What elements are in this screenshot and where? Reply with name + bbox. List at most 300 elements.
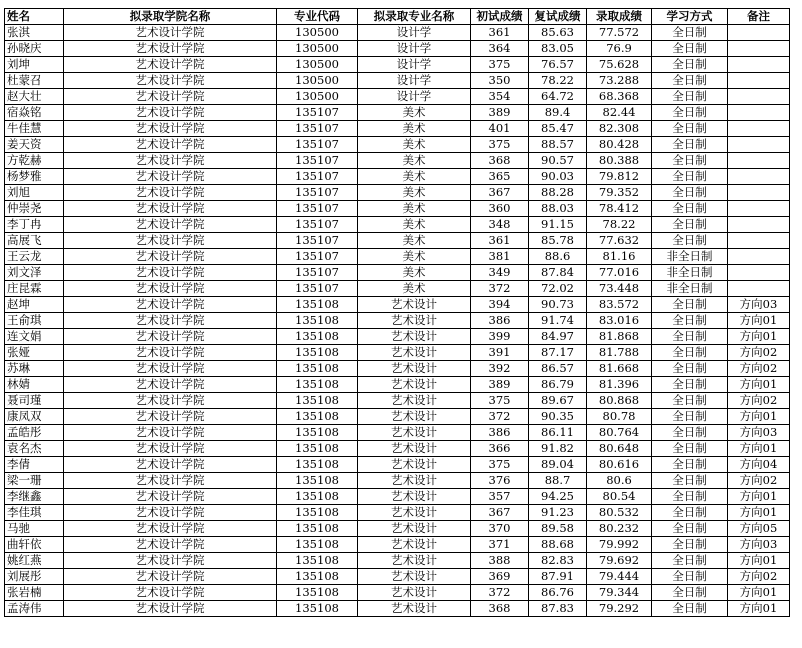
cell-study-mode: 全日制: [652, 169, 728, 185]
cell-retest-score: 87.83: [529, 601, 587, 617]
table-row: [5, 137, 790, 153]
cell-major-code: 135107: [277, 137, 358, 153]
table-row: [5, 41, 790, 57]
cell-final-score: 83.572: [587, 297, 652, 313]
cell-name: 孟涛伟: [5, 601, 64, 617]
cell-initial-score: 357: [471, 489, 529, 505]
cell-study-mode: 全日制: [652, 601, 728, 617]
cell-major-code: 135108: [277, 441, 358, 457]
cell-major-code: 135108: [277, 537, 358, 553]
cell-initial-score: 399: [471, 329, 529, 345]
cell-major-name: 艺术设计: [358, 361, 471, 377]
cell-major-name: 艺术设计: [358, 521, 471, 537]
cell-name: 林婧: [5, 377, 64, 393]
cell-college: 艺术设计学院: [64, 345, 277, 361]
cell-retest-score: 85.63: [529, 25, 587, 41]
cell-initial-score: 367: [471, 505, 529, 521]
cell-study-mode: 全日制: [652, 217, 728, 233]
table-row: [5, 265, 790, 281]
cell-study-mode: 全日制: [652, 137, 728, 153]
cell-college: 艺术设计学院: [64, 553, 277, 569]
cell-final-score: 82.308: [587, 121, 652, 137]
cell-initial-score: 349: [471, 265, 529, 281]
cell-final-score: 79.692: [587, 553, 652, 569]
cell-college: 艺术设计学院: [64, 297, 277, 313]
cell-initial-score: 354: [471, 89, 529, 105]
cell-remark: 方向01: [728, 553, 790, 569]
table-row: [5, 121, 790, 137]
cell-name: 曲轩依: [5, 537, 64, 553]
cell-remark: 方向03: [728, 425, 790, 441]
cell-retest-score: 90.03: [529, 169, 587, 185]
header-final-score: 录取成绩: [587, 9, 652, 25]
cell-name: 牛佳慧: [5, 121, 64, 137]
cell-final-score: 68.368: [587, 89, 652, 105]
cell-major-code: 135108: [277, 361, 358, 377]
cell-college: 艺术设计学院: [64, 281, 277, 297]
cell-major-name: 美术: [358, 249, 471, 265]
cell-name: 马驰: [5, 521, 64, 537]
cell-major-name: 设计学: [358, 89, 471, 105]
table-row: [5, 601, 790, 617]
cell-major-name: 美术: [358, 233, 471, 249]
cell-major-code: 135107: [277, 153, 358, 169]
cell-study-mode: 全日制: [652, 73, 728, 89]
cell-retest-score: 88.03: [529, 201, 587, 217]
cell-name: 刘展彤: [5, 569, 64, 585]
cell-retest-score: 86.76: [529, 585, 587, 601]
cell-initial-score: 389: [471, 377, 529, 393]
cell-initial-score: 389: [471, 105, 529, 121]
table-row: [5, 521, 790, 537]
cell-final-score: 82.44: [587, 105, 652, 121]
cell-name: 刘旭: [5, 185, 64, 201]
cell-college: 艺术设计学院: [64, 569, 277, 585]
cell-major-code: 130500: [277, 57, 358, 73]
cell-major-name: 美术: [358, 121, 471, 137]
cell-name: 孙晓庆: [5, 41, 64, 57]
cell-name: 杨梦雅: [5, 169, 64, 185]
cell-study-mode: 全日制: [652, 585, 728, 601]
cell-retest-score: 78.22: [529, 73, 587, 89]
cell-name: 王俞琪: [5, 313, 64, 329]
cell-remark: 方向01: [728, 377, 790, 393]
cell-study-mode: 全日制: [652, 489, 728, 505]
cell-final-score: 79.344: [587, 585, 652, 601]
cell-initial-score: 394: [471, 297, 529, 313]
cell-remark: 方向03: [728, 297, 790, 313]
cell-name: 王云龙: [5, 249, 64, 265]
cell-remark: [728, 185, 790, 201]
cell-study-mode: 非全日制: [652, 265, 728, 281]
cell-final-score: 80.78: [587, 409, 652, 425]
cell-final-score: 80.868: [587, 393, 652, 409]
cell-name: 仲崇尧: [5, 201, 64, 217]
cell-study-mode: 全日制: [652, 505, 728, 521]
cell-college: 艺术设计学院: [64, 521, 277, 537]
cell-initial-score: 365: [471, 169, 529, 185]
cell-retest-score: 91.15: [529, 217, 587, 233]
cell-college: 艺术设计学院: [64, 153, 277, 169]
cell-name: 赵坤: [5, 297, 64, 313]
cell-name: 方乾赫: [5, 153, 64, 169]
cell-remark: 方向01: [728, 313, 790, 329]
cell-final-score: 81.668: [587, 361, 652, 377]
cell-study-mode: 全日制: [652, 377, 728, 393]
table-row: [5, 409, 790, 425]
cell-name: 姚红燕: [5, 553, 64, 569]
cell-major-code: 135107: [277, 265, 358, 281]
cell-major-code: 135108: [277, 601, 358, 617]
cell-remark: [728, 201, 790, 217]
cell-major-code: 135107: [277, 217, 358, 233]
cell-final-score: 80.616: [587, 457, 652, 473]
cell-major-name: 艺术设计: [358, 345, 471, 361]
cell-final-score: 81.868: [587, 329, 652, 345]
cell-major-code: 135108: [277, 457, 358, 473]
cell-retest-score: 87.84: [529, 265, 587, 281]
cell-college: 艺术设计学院: [64, 233, 277, 249]
cell-final-score: 73.288: [587, 73, 652, 89]
cell-retest-score: 89.4: [529, 105, 587, 121]
cell-retest-score: 86.11: [529, 425, 587, 441]
cell-initial-score: 360: [471, 201, 529, 217]
cell-college: 艺术设计学院: [64, 105, 277, 121]
cell-major-code: 135108: [277, 297, 358, 313]
table-row: [5, 585, 790, 601]
cell-remark: 方向02: [728, 345, 790, 361]
cell-college: 艺术设计学院: [64, 25, 277, 41]
table-row: [5, 313, 790, 329]
cell-college: 艺术设计学院: [64, 313, 277, 329]
cell-college: 艺术设计学院: [64, 169, 277, 185]
cell-major-code: 135107: [277, 185, 358, 201]
cell-remark: [728, 169, 790, 185]
cell-remark: 方向01: [728, 409, 790, 425]
cell-initial-score: 375: [471, 137, 529, 153]
cell-major-name: 艺术设计: [358, 393, 471, 409]
cell-name: 李倩: [5, 457, 64, 473]
cell-initial-score: 381: [471, 249, 529, 265]
cell-initial-score: 372: [471, 409, 529, 425]
cell-study-mode: 全日制: [652, 89, 728, 105]
cell-college: 艺术设计学院: [64, 425, 277, 441]
cell-name: 聂司瑾: [5, 393, 64, 409]
cell-college: 艺术设计学院: [64, 361, 277, 377]
cell-college: 艺术设计学院: [64, 377, 277, 393]
cell-final-score: 75.628: [587, 57, 652, 73]
cell-college: 艺术设计学院: [64, 73, 277, 89]
table-row: [5, 153, 790, 169]
cell-retest-score: 85.47: [529, 121, 587, 137]
cell-initial-score: 372: [471, 281, 529, 297]
cell-major-code: 135108: [277, 553, 358, 569]
cell-major-name: 艺术设计: [358, 505, 471, 521]
cell-name: 姜天资: [5, 137, 64, 153]
cell-major-name: 艺术设计: [358, 297, 471, 313]
cell-initial-score: 361: [471, 25, 529, 41]
cell-retest-score: 89.58: [529, 521, 587, 537]
cell-final-score: 80.388: [587, 153, 652, 169]
table-row: [5, 185, 790, 201]
header-row: [5, 9, 790, 25]
cell-remark: 方向04: [728, 457, 790, 473]
cell-name: 康凤双: [5, 409, 64, 425]
cell-name: 刘坤: [5, 57, 64, 73]
cell-retest-score: 90.73: [529, 297, 587, 313]
cell-college: 艺术设计学院: [64, 217, 277, 233]
cell-study-mode: 全日制: [652, 153, 728, 169]
cell-initial-score: 376: [471, 473, 529, 489]
cell-study-mode: 全日制: [652, 121, 728, 137]
cell-college: 艺术设计学院: [64, 201, 277, 217]
cell-initial-score: 372: [471, 585, 529, 601]
cell-college: 艺术设计学院: [64, 585, 277, 601]
cell-initial-score: 348: [471, 217, 529, 233]
table-row: [5, 201, 790, 217]
cell-major-name: 艺术设计: [358, 601, 471, 617]
cell-name: 连文娟: [5, 329, 64, 345]
cell-major-name: 艺术设计: [358, 457, 471, 473]
cell-major-code: 135108: [277, 505, 358, 521]
cell-retest-score: 91.23: [529, 505, 587, 521]
cell-major-code: 135108: [277, 409, 358, 425]
cell-major-name: 艺术设计: [358, 473, 471, 489]
cell-initial-score: 368: [471, 601, 529, 617]
cell-remark: [728, 57, 790, 73]
cell-major-code: 135107: [277, 105, 358, 121]
cell-remark: [728, 41, 790, 57]
cell-retest-score: 86.57: [529, 361, 587, 377]
cell-major-name: 艺术设计: [358, 313, 471, 329]
cell-initial-score: 361: [471, 233, 529, 249]
admission-table: [4, 8, 790, 617]
table-row: [5, 25, 790, 41]
cell-initial-score: 375: [471, 393, 529, 409]
cell-remark: 方向01: [728, 585, 790, 601]
cell-remark: [728, 249, 790, 265]
cell-major-name: 美术: [358, 185, 471, 201]
cell-major-name: 美术: [358, 201, 471, 217]
cell-college: 艺术设计学院: [64, 489, 277, 505]
cell-study-mode: 全日制: [652, 41, 728, 57]
cell-remark: [728, 89, 790, 105]
cell-final-score: 81.16: [587, 249, 652, 265]
cell-name: 袁名杰: [5, 441, 64, 457]
cell-study-mode: 全日制: [652, 537, 728, 553]
cell-major-name: 设计学: [358, 57, 471, 73]
cell-name: 张娅: [5, 345, 64, 361]
cell-major-name: 艺术设计: [358, 377, 471, 393]
cell-major-name: 艺术设计: [358, 425, 471, 441]
cell-major-name: 美术: [358, 265, 471, 281]
cell-major-name: 艺术设计: [358, 585, 471, 601]
cell-college: 艺术设计学院: [64, 537, 277, 553]
cell-retest-score: 82.83: [529, 553, 587, 569]
cell-retest-score: 88.28: [529, 185, 587, 201]
cell-final-score: 78.22: [587, 217, 652, 233]
table-row: [5, 169, 790, 185]
cell-remark: [728, 233, 790, 249]
cell-final-score: 80.532: [587, 505, 652, 521]
table-row: [5, 537, 790, 553]
cell-study-mode: 非全日制: [652, 281, 728, 297]
table-row: [5, 505, 790, 521]
cell-major-name: 设计学: [358, 41, 471, 57]
cell-study-mode: 全日制: [652, 425, 728, 441]
cell-major-code: 135107: [277, 281, 358, 297]
cell-retest-score: 72.02: [529, 281, 587, 297]
cell-remark: 方向02: [728, 473, 790, 489]
table-row: [5, 89, 790, 105]
cell-study-mode: 全日制: [652, 569, 728, 585]
cell-major-name: 艺术设计: [358, 537, 471, 553]
cell-final-score: 77.572: [587, 25, 652, 41]
cell-retest-score: 84.97: [529, 329, 587, 345]
cell-initial-score: 375: [471, 457, 529, 473]
cell-major-code: 135108: [277, 569, 358, 585]
cell-major-name: 艺术设计: [358, 553, 471, 569]
cell-final-score: 76.9: [587, 41, 652, 57]
header-name: 姓名: [5, 9, 64, 25]
cell-remark: 方向03: [728, 537, 790, 553]
table-row: [5, 473, 790, 489]
cell-remark: 方向01: [728, 441, 790, 457]
cell-remark: 方向01: [728, 601, 790, 617]
cell-final-score: 79.292: [587, 601, 652, 617]
cell-study-mode: 全日制: [652, 297, 728, 313]
cell-name: 庄昆霖: [5, 281, 64, 297]
cell-remark: [728, 25, 790, 41]
cell-study-mode: 全日制: [652, 393, 728, 409]
cell-retest-score: 88.7: [529, 473, 587, 489]
cell-college: 艺术设计学院: [64, 265, 277, 281]
cell-major-code: 135108: [277, 313, 358, 329]
cell-remark: [728, 73, 790, 89]
cell-major-name: 设计学: [358, 25, 471, 41]
cell-final-score: 79.812: [587, 169, 652, 185]
table-row: [5, 569, 790, 585]
cell-major-code: 135108: [277, 425, 358, 441]
cell-final-score: 81.396: [587, 377, 652, 393]
cell-name: 苏琳: [5, 361, 64, 377]
cell-retest-score: 87.17: [529, 345, 587, 361]
cell-major-name: 艺术设计: [358, 409, 471, 425]
header-college: 拟录取学院名称: [64, 9, 277, 25]
cell-major-name: 美术: [358, 217, 471, 233]
cell-retest-score: 83.05: [529, 41, 587, 57]
cell-remark: 方向05: [728, 521, 790, 537]
cell-name: 杜蒙召: [5, 73, 64, 89]
cell-study-mode: 非全日制: [652, 249, 728, 265]
cell-college: 艺术设计学院: [64, 121, 277, 137]
header-major-name: 拟录取专业名称: [358, 9, 471, 25]
cell-study-mode: 全日制: [652, 313, 728, 329]
cell-college: 艺术设计学院: [64, 249, 277, 265]
cell-initial-score: 350: [471, 73, 529, 89]
header-retest-score: 复试成绩: [529, 9, 587, 25]
header-remark: 备注: [728, 9, 790, 25]
cell-major-code: 135108: [277, 585, 358, 601]
cell-name: 李丁冉: [5, 217, 64, 233]
table-row: [5, 281, 790, 297]
cell-remark: [728, 137, 790, 153]
cell-name: 刘文泽: [5, 265, 64, 281]
cell-initial-score: 391: [471, 345, 529, 361]
cell-major-name: 艺术设计: [358, 569, 471, 585]
cell-initial-score: 386: [471, 313, 529, 329]
cell-college: 艺术设计学院: [64, 457, 277, 473]
cell-major-code: 130500: [277, 25, 358, 41]
cell-major-name: 美术: [358, 153, 471, 169]
table-row: [5, 73, 790, 89]
cell-major-name: 设计学: [358, 73, 471, 89]
table-row: [5, 57, 790, 73]
table-row: [5, 489, 790, 505]
cell-final-score: 80.764: [587, 425, 652, 441]
cell-study-mode: 全日制: [652, 441, 728, 457]
table-row: [5, 345, 790, 361]
cell-remark: 方向02: [728, 569, 790, 585]
cell-major-code: 135108: [277, 489, 358, 505]
header-initial-score: 初试成绩: [471, 9, 529, 25]
table-row: [5, 553, 790, 569]
cell-remark: 方向01: [728, 505, 790, 521]
cell-initial-score: 368: [471, 153, 529, 169]
cell-major-name: 艺术设计: [358, 489, 471, 505]
cell-initial-score: 386: [471, 425, 529, 441]
cell-retest-score: 64.72: [529, 89, 587, 105]
cell-major-name: 艺术设计: [358, 329, 471, 345]
cell-initial-score: 401: [471, 121, 529, 137]
table-row: [5, 105, 790, 121]
cell-final-score: 80.54: [587, 489, 652, 505]
cell-major-code: 135107: [277, 121, 358, 137]
header-major-code: 专业代码: [277, 9, 358, 25]
cell-remark: [728, 265, 790, 281]
cell-name: 张岩楠: [5, 585, 64, 601]
cell-initial-score: 364: [471, 41, 529, 57]
cell-major-code: 135107: [277, 249, 358, 265]
cell-final-score: 77.632: [587, 233, 652, 249]
cell-initial-score: 369: [471, 569, 529, 585]
cell-remark: [728, 217, 790, 233]
cell-final-score: 81.788: [587, 345, 652, 361]
cell-college: 艺术设计学院: [64, 41, 277, 57]
table-row: [5, 249, 790, 265]
table-row: [5, 425, 790, 441]
cell-college: 艺术设计学院: [64, 393, 277, 409]
cell-name: 高展飞: [5, 233, 64, 249]
cell-major-code: 130500: [277, 41, 358, 57]
cell-initial-score: 371: [471, 537, 529, 553]
cell-major-code: 130500: [277, 89, 358, 105]
cell-major-code: 135108: [277, 345, 358, 361]
table-row: [5, 457, 790, 473]
cell-college: 艺术设计学院: [64, 89, 277, 105]
cell-major-code: 135107: [277, 169, 358, 185]
cell-final-score: 79.992: [587, 537, 652, 553]
cell-remark: 方向02: [728, 361, 790, 377]
cell-college: 艺术设计学院: [64, 409, 277, 425]
cell-retest-score: 91.74: [529, 313, 587, 329]
cell-retest-score: 94.25: [529, 489, 587, 505]
table-row: [5, 297, 790, 313]
cell-retest-score: 89.67: [529, 393, 587, 409]
cell-name: 赵大壮: [5, 89, 64, 105]
cell-final-score: 79.444: [587, 569, 652, 585]
cell-study-mode: 全日制: [652, 233, 728, 249]
